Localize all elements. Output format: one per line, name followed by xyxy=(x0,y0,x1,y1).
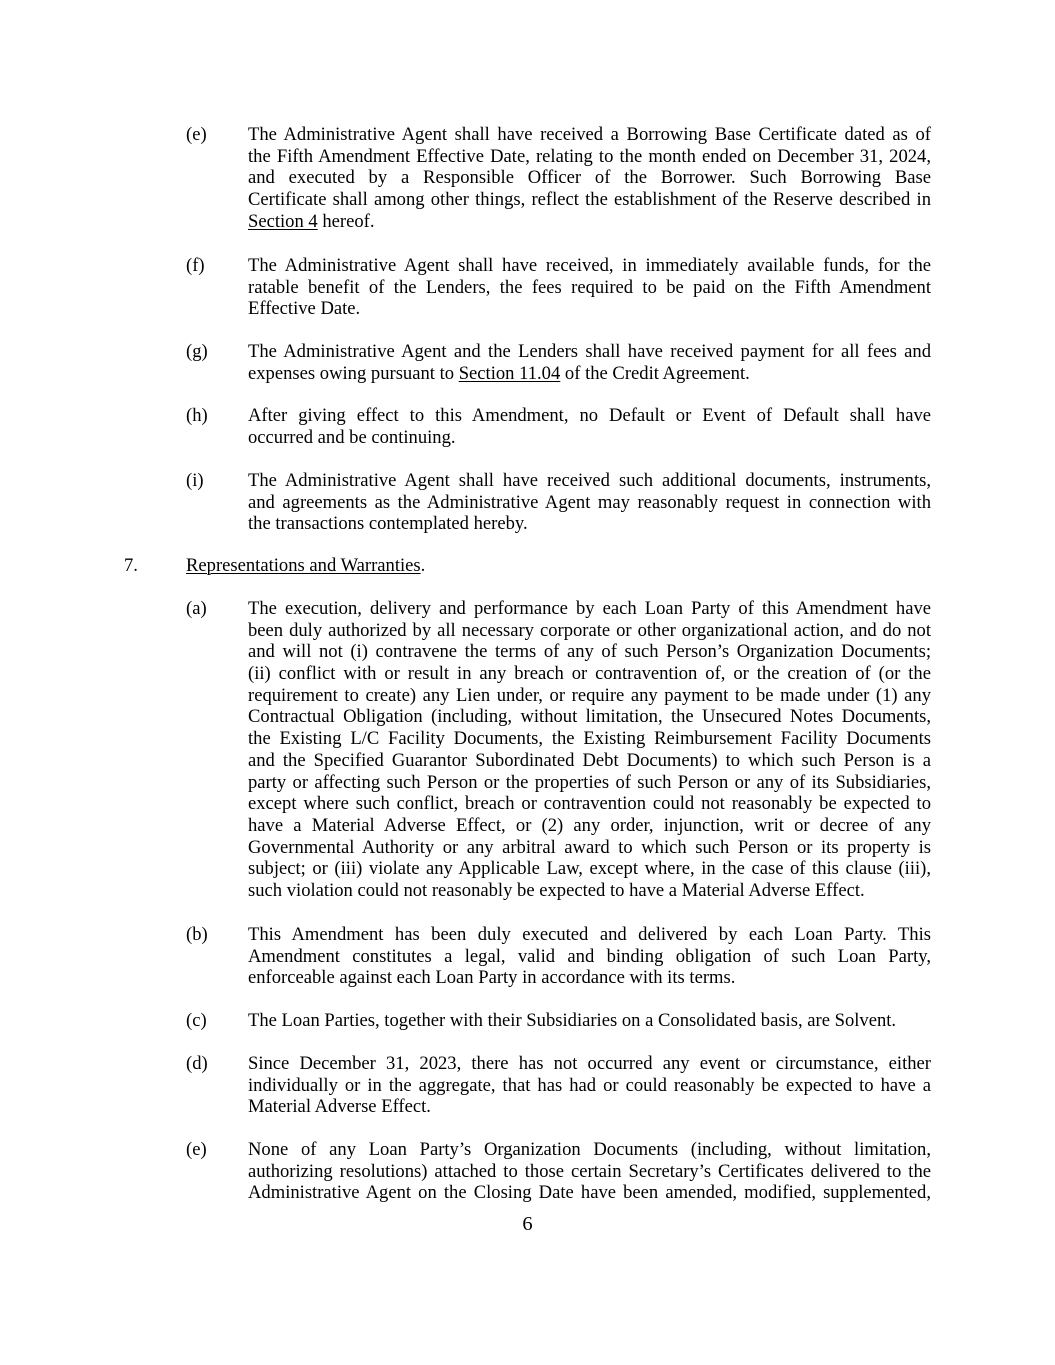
clause-line: The Loan Parties, together with their Subsidiaries on a Consolidated basis, are Solvent. xyxy=(248,1010,897,1031)
clause-label: (e) xyxy=(186,124,207,145)
clause-line: Material Adverse Effect. xyxy=(248,1096,431,1118)
clause-line: been duly authorized by all necessary corporate or other organizational action, and do not xyxy=(248,619,931,641)
clause-line: The Administrative Agent shall have received a Borrowing Base Certificate dated as of xyxy=(248,124,931,145)
clause-text xyxy=(248,924,931,989)
clause-label: (f) xyxy=(186,255,205,276)
clause-label: (h) xyxy=(186,405,208,426)
section-title-line xyxy=(186,555,425,577)
clause-label: (e) xyxy=(186,1139,207,1160)
page-number: 6 xyxy=(522,1213,533,1235)
clause-text xyxy=(248,1010,931,1032)
line-text: hereof. xyxy=(317,210,375,232)
clause-text xyxy=(248,124,931,232)
clause-line: (ii) conflict with or result in any breach or contravention of, or the creation of (or the xyxy=(248,663,931,685)
clause-line: such violation could not reasonably be expected to have a Material Adverse Effect. xyxy=(248,879,865,901)
clause-line: requirement to create) any Lien under, or require any payment to be made under (1) any xyxy=(248,684,931,706)
clause-line xyxy=(248,363,931,385)
clause-line: and executed by a Responsible Officer of the Borrower. Such Borrowing Base xyxy=(248,167,931,189)
clause-label: (c) xyxy=(186,1010,207,1031)
line-text: expenses owing pursuant to xyxy=(248,362,459,384)
clause-label: (a) xyxy=(186,598,207,619)
clause-line: and agreements as the Administrative Agent may reasonably request in connection with xyxy=(248,491,931,513)
clause-line: Certificate shall among other things, reflect the establishment of the Reserve described in xyxy=(248,189,931,211)
clause-line: Since December 31, 2023, there has not occurred any event or circumstance, either xyxy=(248,1053,931,1074)
line-text: of the Credit Agreement. xyxy=(560,362,750,384)
clause-line: and will not (i) contravene the terms of any of such Person’s Organization Documents; xyxy=(248,641,931,663)
clause-label: (b) xyxy=(186,924,208,945)
clause-text xyxy=(248,405,931,448)
clause-line: This Amendment has been duly executed and delivered by each Loan Party. This xyxy=(248,924,931,945)
clause-line: After giving effect to this Amendment, no Default or Event of Default shall have xyxy=(248,405,931,426)
clause-line: except where such conflict, breach or contravention could not reasonably be expected to xyxy=(248,793,931,815)
section-title-period: . xyxy=(420,555,426,576)
clause-text xyxy=(248,255,931,320)
clause-line: The Administrative Agent shall have received such additional documents, instruments, xyxy=(248,470,931,491)
clause-line: authorizing resolutions) attached to those certain Secretary’s Certificates delivered to the xyxy=(248,1160,931,1182)
section-number: 7. xyxy=(124,555,138,576)
clause-label: (i) xyxy=(186,470,204,491)
clause-line: The execution, delivery and performance by each Loan Party of this Amendment have xyxy=(248,598,931,619)
clause-line: enforceable against each Loan Party in accordance with its terms. xyxy=(248,967,736,989)
clause-line: The Administrative Agent shall have received, in immediately available funds, for the xyxy=(248,255,931,276)
clause-text xyxy=(248,598,931,902)
clause-line: Effective Date. xyxy=(248,298,361,320)
clause-line: have a Material Adverse Effect, or (2) any order, injunction, writ or decree of any xyxy=(248,814,931,836)
clause-line: Administrative Agent on the Closing Date have been amended, modified, supplemented, xyxy=(248,1182,931,1204)
clause-line: the transactions contemplated hereby. xyxy=(248,513,528,535)
clause-line: Contractual Obligation (including, without limitation, the Unsecured Notes Documents, xyxy=(248,706,931,728)
clause-line: the Existing L/C Facility Documents, the Existing Reimbursement Facility Documents xyxy=(248,728,931,750)
clause-line: Governmental Authority or any arbitral award to which such Person or its property is xyxy=(248,836,931,858)
clause-line xyxy=(248,211,931,233)
clause-label: (g) xyxy=(186,341,208,362)
clause-line: None of any Loan Party’s Organization Documents (including, without limitation, xyxy=(248,1139,931,1160)
clause-text xyxy=(248,470,931,535)
clause-text xyxy=(248,1139,931,1204)
clause-text xyxy=(248,1053,931,1118)
section-heading xyxy=(0,555,1055,577)
clause-line: Amendment constitutes a legal, valid and binding obligation of such Loan Party, xyxy=(248,945,931,967)
clause-text xyxy=(248,341,931,384)
clause-line: subject; or (iii) violate any Applicable Law, except where, in the case of this clause (iii), xyxy=(248,858,931,880)
clause-label: (d) xyxy=(186,1053,208,1074)
clause-line: and the Specified Guarantor Subordinated Debt Documents) to which such Person is a xyxy=(248,749,931,771)
clause-line: occurred and be continuing. xyxy=(248,426,456,448)
clause-line: ratable benefit of the Lenders, the fees required to be paid on the Fifth Amendment xyxy=(248,276,931,298)
section-title: Representations and Warranties xyxy=(186,555,421,576)
section-reference: Section 4 xyxy=(248,210,318,232)
clause-line: party or affecting such Person or the properties of such Person or any of its Subsidiaries, xyxy=(248,771,931,793)
section-reference: Section 11.04 xyxy=(458,362,561,384)
clause-line: The Administrative Agent and the Lenders shall have received payment for all fees and xyxy=(248,341,931,362)
clause-line: individually or in the aggregate, that has had or could reasonably be expected to have a xyxy=(248,1074,931,1096)
clause-line: the Fifth Amendment Effective Date, relating to the month ended on December 31, 2024, xyxy=(248,145,931,167)
